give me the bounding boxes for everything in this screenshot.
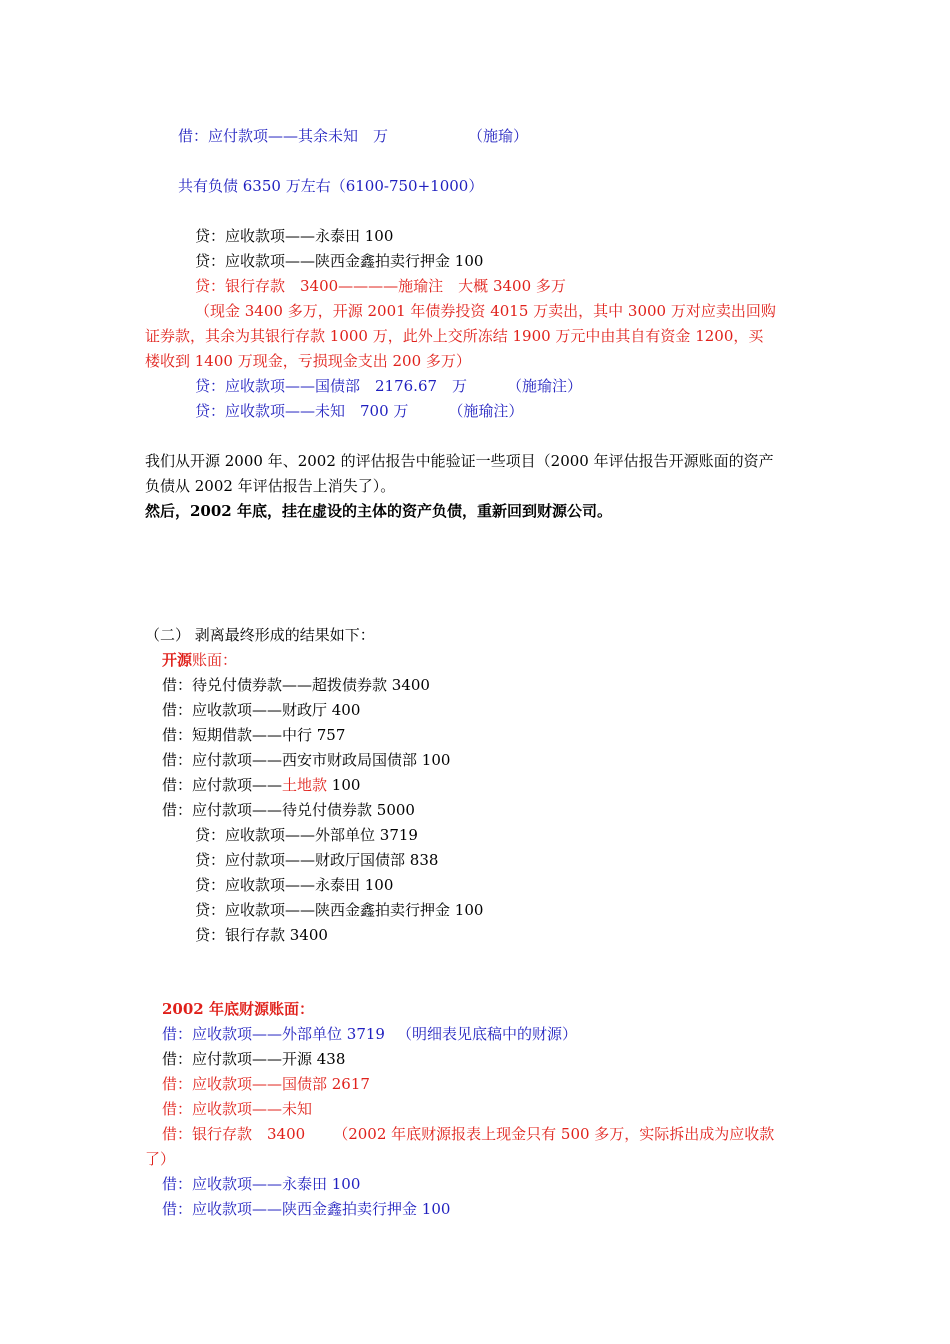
cy-entry-treasury: 借：应收款项——国债部 2617 bbox=[162, 1075, 370, 1093]
cy-entry-bank bbox=[162, 1122, 774, 1147]
cash-note-line-2: 证券款，其余为其银行存款 1000 万，此外上交所冻结 1900 万元中由其自有资金 1200，买 bbox=[145, 327, 764, 345]
entry-text: 借：应收款项——外部单位 3719 bbox=[162, 1025, 385, 1043]
entry-text: 贷：应收款项——未知 700 万 bbox=[195, 402, 409, 420]
cash-note-line-3: 楼收到 1400 万现金，亏损现金支出 200 多万） bbox=[145, 352, 471, 370]
ledger-title-rest: 账面： bbox=[192, 651, 238, 669]
entry-note: （2002 年底财源报表上现金只有 500 多万，实际拆出成为应收款 bbox=[333, 1125, 775, 1143]
verify-line-2: 负债从 2002 年评估报告上消失了）。 bbox=[145, 477, 396, 495]
ledger-credit: 贷：应收款项——外部单位 3719 bbox=[195, 826, 418, 844]
land-highlight: 土地款 bbox=[282, 776, 328, 794]
cy-entry-shaanxi-auction: 借：应收款项——陕西金鑫拍卖行押金 100 bbox=[162, 1200, 451, 1218]
ledger-entry: 借：应付款项——待兑付债券款 5000 bbox=[162, 801, 415, 819]
ledger-credit: 贷：银行存款 3400 bbox=[195, 926, 328, 944]
ledger-title-bold: 开源 bbox=[162, 651, 193, 669]
total-liabilities: 共有负债 6350 万左右（6100-750+1000） bbox=[178, 177, 484, 195]
credit-shaanxi-auction: 贷：应收款项——陕西金鑫拍卖行押金 100 bbox=[195, 252, 484, 270]
ledger-credit: 贷：应付款项——财政厅国债部 838 bbox=[195, 851, 439, 869]
credit-bank-deposit: 贷：银行存款 3400————施瑜注 大概 3400 多万 bbox=[195, 277, 566, 295]
ledger-entry-land bbox=[162, 773, 360, 798]
credit-treasury-dept bbox=[195, 374, 582, 399]
entry-text: 借：银行存款 3400 bbox=[162, 1125, 306, 1143]
entry-note: （施瑜注） bbox=[448, 402, 524, 420]
cy-entry-kaiyuan: 借：应付款项——开源 438 bbox=[162, 1050, 346, 1068]
ledger-entry: 借：应付款项——西安市财政局国债部 100 bbox=[162, 751, 451, 769]
entry-prefix: 借：应付款项—— bbox=[162, 776, 283, 794]
entry-suffix: 100 bbox=[327, 776, 361, 794]
entry-text: 借：应付款项——其余未知 万 bbox=[178, 127, 389, 145]
ledger-entry: 借：应收款项——财政厅 400 bbox=[162, 701, 361, 719]
debit-payable-unknown bbox=[178, 124, 528, 149]
caiyuan-ledger-title: 2002 年底财源账面： bbox=[162, 1000, 314, 1018]
entry-text: 贷：应收款项——国债部 2176.67 万 bbox=[195, 377, 468, 395]
ledger-entry: 借：短期借款——中行 757 bbox=[162, 726, 346, 744]
credit-yongtaitian: 贷：应收款项——永泰田 100 bbox=[195, 227, 394, 245]
verify-conclusion: 然后，2002 年底，挂在虚设的主体的资产负债，重新回到财源公司。 bbox=[145, 502, 612, 520]
kaiyuan-ledger-title bbox=[162, 648, 237, 673]
cy-entry-unknown: 借：应收款项——未知 bbox=[162, 1100, 313, 1118]
verify-line-1: 我们从开源 2000 年、2002 的评估报告中能验证一些项目（2000 年评估报告开源账面的资产 bbox=[145, 452, 774, 470]
cash-note-line-1: （现金 3400 多万，开源 2001 年债券投资 4015 万卖出，其中 3000 万对应卖出回购 bbox=[195, 302, 776, 320]
ledger-credit: 贷：应收款项——陕西金鑫拍卖行押金 100 bbox=[195, 901, 484, 919]
ledger-credit: 贷：应收款项——永泰田 100 bbox=[195, 876, 394, 894]
cy-entry-yongtaitian: 借：应收款项——永泰田 100 bbox=[162, 1175, 361, 1193]
entry-note: （施瑜注） bbox=[507, 377, 583, 395]
cy-entry-external bbox=[162, 1022, 577, 1047]
cy-entry-bank-cont: 了） bbox=[145, 1150, 176, 1168]
section2-heading: （二） 剥离最终形成的结果如下： bbox=[145, 626, 375, 644]
credit-unknown-700 bbox=[195, 399, 523, 424]
ledger-entry: 借：待兑付债券款——超拨债券款 3400 bbox=[162, 676, 430, 694]
entry-note: （明细表见底稿中的财源） bbox=[396, 1025, 577, 1043]
entry-note: （施瑜） bbox=[468, 127, 529, 145]
